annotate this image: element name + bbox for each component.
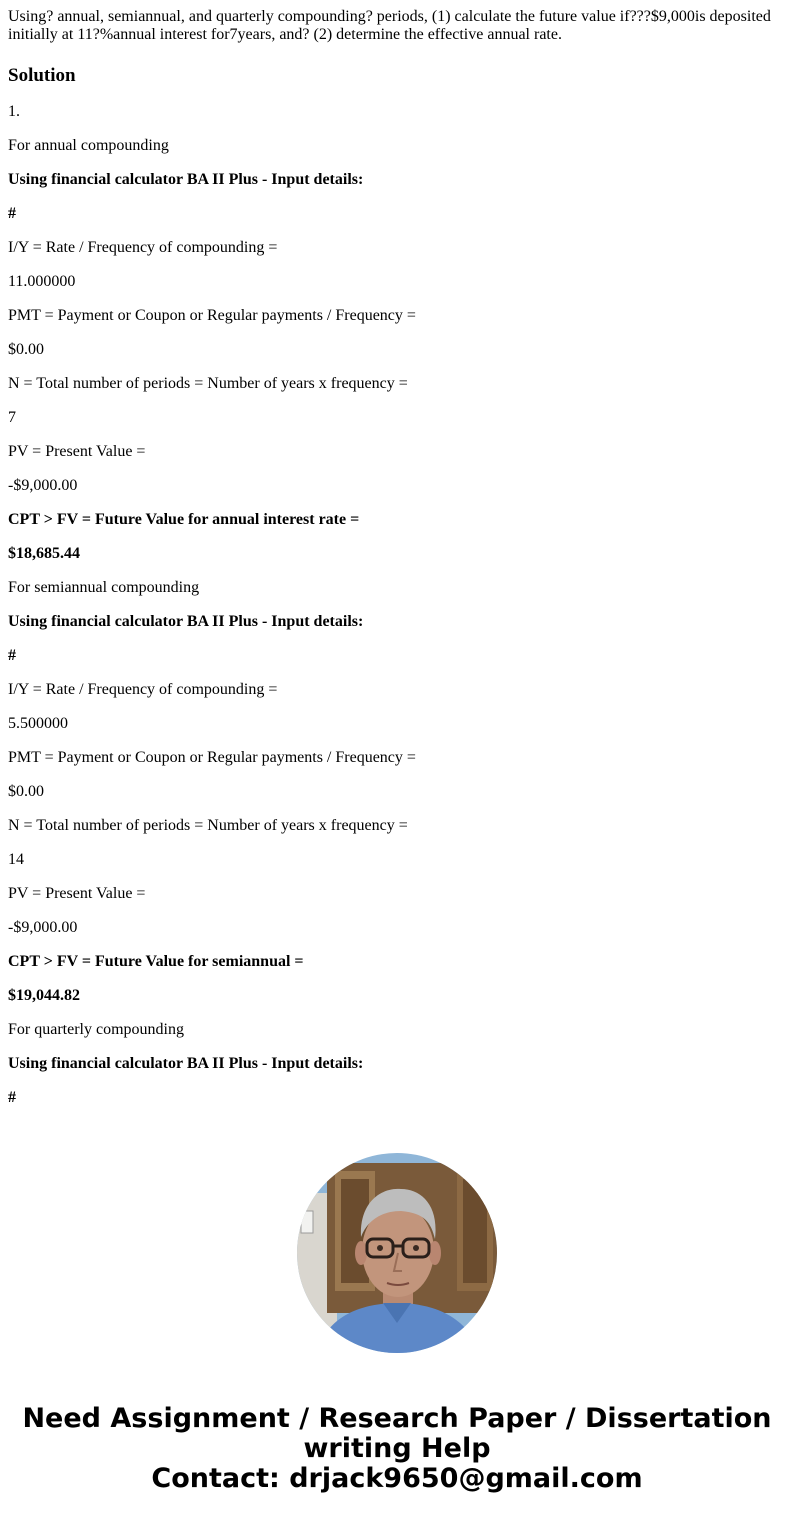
solution-line: 1.: [8, 103, 20, 120]
solution-line: $0.00: [8, 341, 44, 358]
solution-line: For quarterly compounding: [8, 1021, 184, 1038]
solution-line: $18,685.44: [8, 545, 80, 562]
solution-line: PV = Present Value =: [8, 885, 146, 902]
solution-line: PMT = Payment or Coupon or Regular payments / Frequency =: [8, 749, 416, 766]
solution-line: $19,044.82: [8, 987, 80, 1004]
solution-heading: Solution: [8, 65, 76, 86]
solution-line: 7: [8, 409, 16, 426]
solution-line: 11.000000: [8, 273, 76, 290]
footer-line-2: writing Help: [303, 1433, 491, 1464]
solution-line: #: [8, 1089, 16, 1106]
footer-banner: [0, 1404, 794, 1494]
footer-contact: Contact: drjack9650@gmail.com: [151, 1463, 643, 1494]
solution-line: N = Total number of periods = Number of years x frequency =: [8, 817, 408, 834]
solution-line: CPT > FV = Future Value for semiannual =: [8, 953, 304, 970]
solution-line: For semiannual compounding: [8, 579, 200, 596]
question-text: Using? annual, semiannual, and quarterly compounding? periods, (1) calculate the future value if???$9,000is deposited initially at 11?%annual interest for7years, and? (2) determine the effective annual rate.: [8, 8, 771, 43]
solution-line: PMT = Payment or Coupon or Regular payments / Frequency =: [8, 307, 416, 324]
solution-line: Using financial calculator BA II Plus - Input details:: [8, 613, 364, 630]
solution-line: 5.500000: [8, 715, 68, 732]
solution-lines: [8, 103, 786, 1107]
solution-line: #: [8, 205, 16, 222]
document-body: [8, 8, 786, 1107]
solution-line: PV = Present Value =: [8, 443, 146, 460]
solution-line: I/Y = Rate / Frequency of compounding =: [8, 239, 278, 256]
solution-line: CPT > FV = Future Value for annual interest rate =: [8, 511, 360, 528]
tutor-photo-icon: [297, 1153, 497, 1353]
avatar: [297, 1153, 497, 1353]
solution-line: #: [8, 647, 16, 664]
solution-line: Using financial calculator BA II Plus - Input details:: [8, 1055, 364, 1072]
solution-line: I/Y = Rate / Frequency of compounding =: [8, 681, 278, 698]
solution-line: -$9,000.00: [8, 477, 78, 494]
solution-line: $0.00: [8, 783, 44, 800]
solution-line: -$9,000.00: [8, 919, 78, 936]
footer-line-1: Need Assignment / Research Paper / Dissertation: [22, 1403, 772, 1434]
solution-line: N = Total number of periods = Number of years x frequency =: [8, 375, 408, 392]
solution-line: For annual compounding: [8, 137, 169, 154]
solution-line: 14: [8, 851, 24, 868]
solution-line: Using financial calculator BA II Plus - Input details:: [8, 171, 364, 188]
